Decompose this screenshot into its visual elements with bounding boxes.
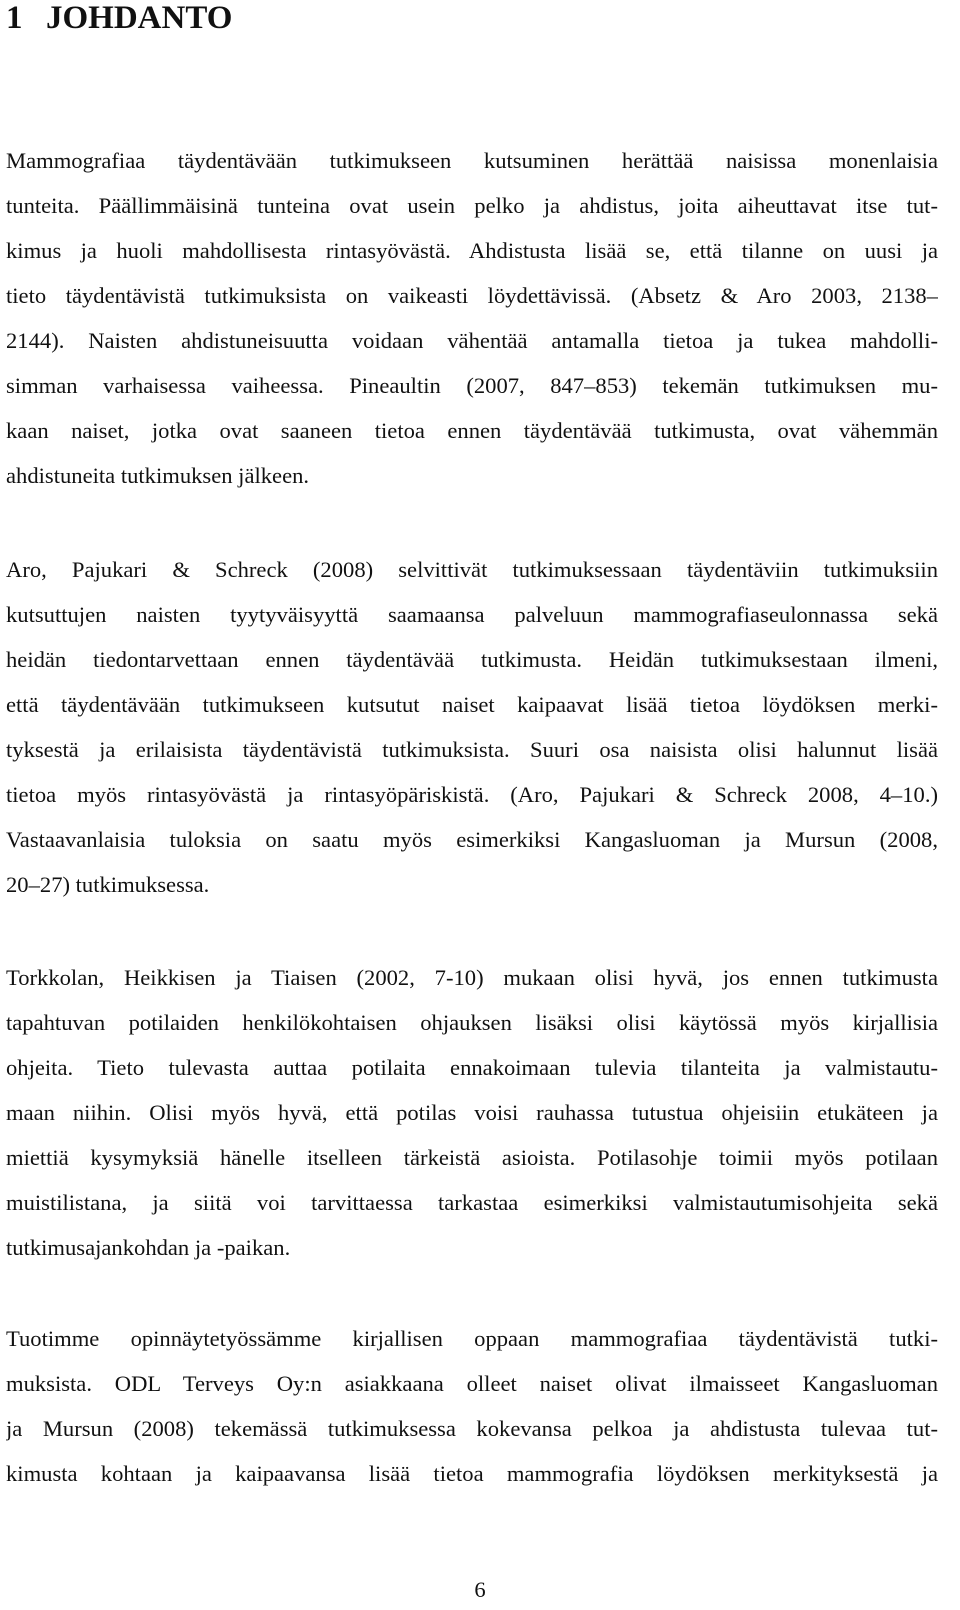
text-line: 2144). Naisten ahdistuneisuutta voidaan vähentää antamalla tietoa ja tukea mahdolli- — [6, 328, 938, 353]
text-line: heidän tiedontarvettaan ennen täydentävää tutkimusta. Heidän tutkimuksestaan ilmeni, — [6, 647, 938, 672]
page-number: 6 — [474, 1577, 486, 1602]
text-line: tyksestä ja erilaisista täydentävistä tutkimuksista. Suuri osa naisista olisi halunnut lisää — [6, 737, 938, 762]
text-line: tapahtuvan potilaiden henkilökohtaisen ohjauksen lisäksi olisi käytössä myös kirjallisia — [6, 1010, 938, 1035]
paragraph-1 — [6, 138, 938, 498]
text-line: tietoa myös rintasyövästä ja rintasyöpäriskistä. (Aro, Pajukari & Schreck 2008, 4–10.) — [6, 782, 938, 807]
chapter-number: 1 — [6, 0, 23, 36]
text-line: miettiä kysymyksiä hänelle itselleen tärkeistä asioista. Potilasohje toimii myös potilaan — [6, 1145, 938, 1170]
text-line: kutsuttujen naisten tyytyväisyyttä saamaansa palveluun mammografiaseulonnassa sekä — [6, 602, 938, 627]
text-line: simman varhaisessa vaiheessa. Pineaultin (2007, 847–853) tekemän tutkimuksen mu- — [6, 373, 938, 398]
paragraph-3 — [6, 955, 938, 1270]
paragraph-4 — [6, 1316, 938, 1496]
text-line: ja Mursun (2008) tekemässä tutkimuksessa kokevansa pelkoa ja ahdistusta tulevaa tut- — [6, 1416, 938, 1441]
text-line: Aro, Pajukari & Schreck (2008) selvittivät tutkimuksessaan täydentäviin tutkimuksiin — [6, 557, 938, 582]
text-line: tutkimusajankohdan ja -paikan. — [6, 1235, 291, 1260]
text-line: tunteita. Päällimmäisinä tunteina ovat usein pelko ja ahdistus, joita aiheuttavat itse tut- — [6, 193, 938, 218]
text-line: ohjeita. Tieto tulevasta auttaa potilaita ennakoimaan tulevia tilanteita ja valmistautu- — [6, 1055, 938, 1080]
text-line: Tuotimme opinnäytetyössämme kirjallisen oppaan mammografiaa täydentävistä tutki- — [6, 1326, 938, 1351]
text-line: Vastaavanlaisia tuloksia on saatu myös esimerkiksi Kangasluoman ja Mursun (2008, — [6, 827, 938, 852]
text-line: kimus ja huoli mahdollisesta rintasyövästä. Ahdistusta lisää se, että tilanne on uusi ja — [6, 238, 938, 263]
text-line: maan niihin. Olisi myös hyvä, että potilas voisi rauhassa tutustua ohjeisiin etukäteen ja — [6, 1100, 938, 1125]
text-line: kimusta kohtaan ja kaipaavansa lisää tietoa mammografia löydöksen merkityksestä ja — [6, 1461, 938, 1486]
text-line: Mammografiaa täydentävään tutkimukseen kutsuminen herättää naisissa monenlaisia — [6, 148, 938, 173]
paragraph-2 — [6, 547, 938, 907]
text-line: muistilistana, ja siitä voi tarvittaessa tarkastaa esimerkiksi valmistautumisohjeita sekä — [6, 1190, 938, 1215]
text-line: Torkkolan, Heikkisen ja Tiaisen (2002, 7-10) mukaan olisi hyvä, jos ennen tutkimusta — [6, 965, 938, 990]
text-line: 20–27) tutkimuksessa. — [6, 872, 210, 897]
text-line: tieto täydentävistä tutkimuksista on vaikeasti löydettävissä. (Absetz & Aro 2003, 2138– — [6, 283, 938, 308]
chapter-title: JOHDANTO — [46, 0, 233, 36]
text-line: kaan naiset, jotka ovat saaneen tietoa ennen täydentävää tutkimusta, ovat vähemmän — [6, 418, 938, 443]
text-line: että täydentävään tutkimukseen kutsutut naiset kaipaavat lisää tietoa löydöksen merki- — [6, 692, 938, 717]
text-line: muksista. ODL Terveys Oy:n asiakkaana olleet naiset olivat ilmaisseet Kangasluoman — [6, 1371, 938, 1396]
chapter-heading — [6, 0, 232, 38]
text-line: ahdistuneita tutkimuksen jälkeen. — [6, 463, 310, 488]
